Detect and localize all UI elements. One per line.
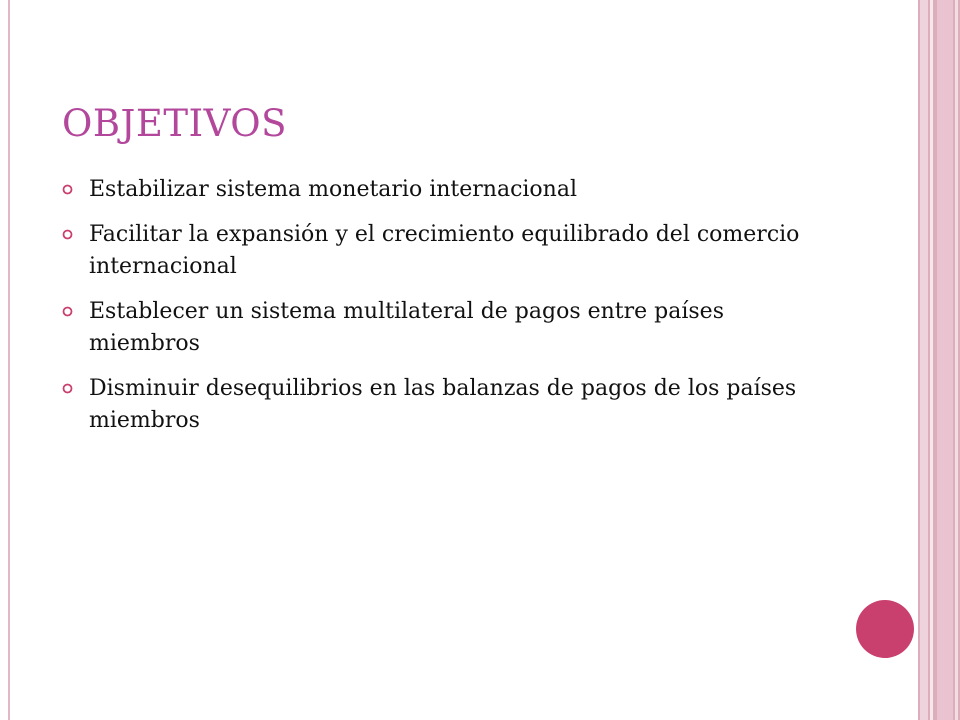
- ring-bullet-icon: [62, 184, 73, 195]
- bullet-item: [62, 373, 802, 437]
- right-bar-band: [930, 0, 933, 720]
- bullet-text: Disminuir desequilibrios en las balanzas de pagos de los países miembros: [89, 376, 797, 433]
- right-bar-band: [937, 0, 953, 720]
- bullet-item: [62, 219, 802, 283]
- accent-circle: [856, 600, 914, 658]
- bullet-item: [62, 296, 802, 360]
- left-border-line: [8, 0, 10, 720]
- bullet-text: Establecer un sistema multilateral de pagos entre países miembros: [89, 299, 724, 356]
- right-bar-band: [920, 0, 928, 720]
- bullet-item: [62, 174, 802, 206]
- slide-title: OBJETIVOS: [62, 102, 287, 145]
- bullet-list: [62, 174, 802, 450]
- ring-bullet-icon: [62, 383, 73, 394]
- bullet-text: Facilitar la expansión y el crecimiento equilibrado del comercio internacional: [89, 222, 800, 279]
- right-bar-band: [955, 0, 958, 720]
- bullet-text: Estabilizar sistema monetario internacional: [89, 177, 577, 202]
- ring-bullet-icon: [62, 306, 73, 317]
- ring-bullet-icon: [62, 229, 73, 240]
